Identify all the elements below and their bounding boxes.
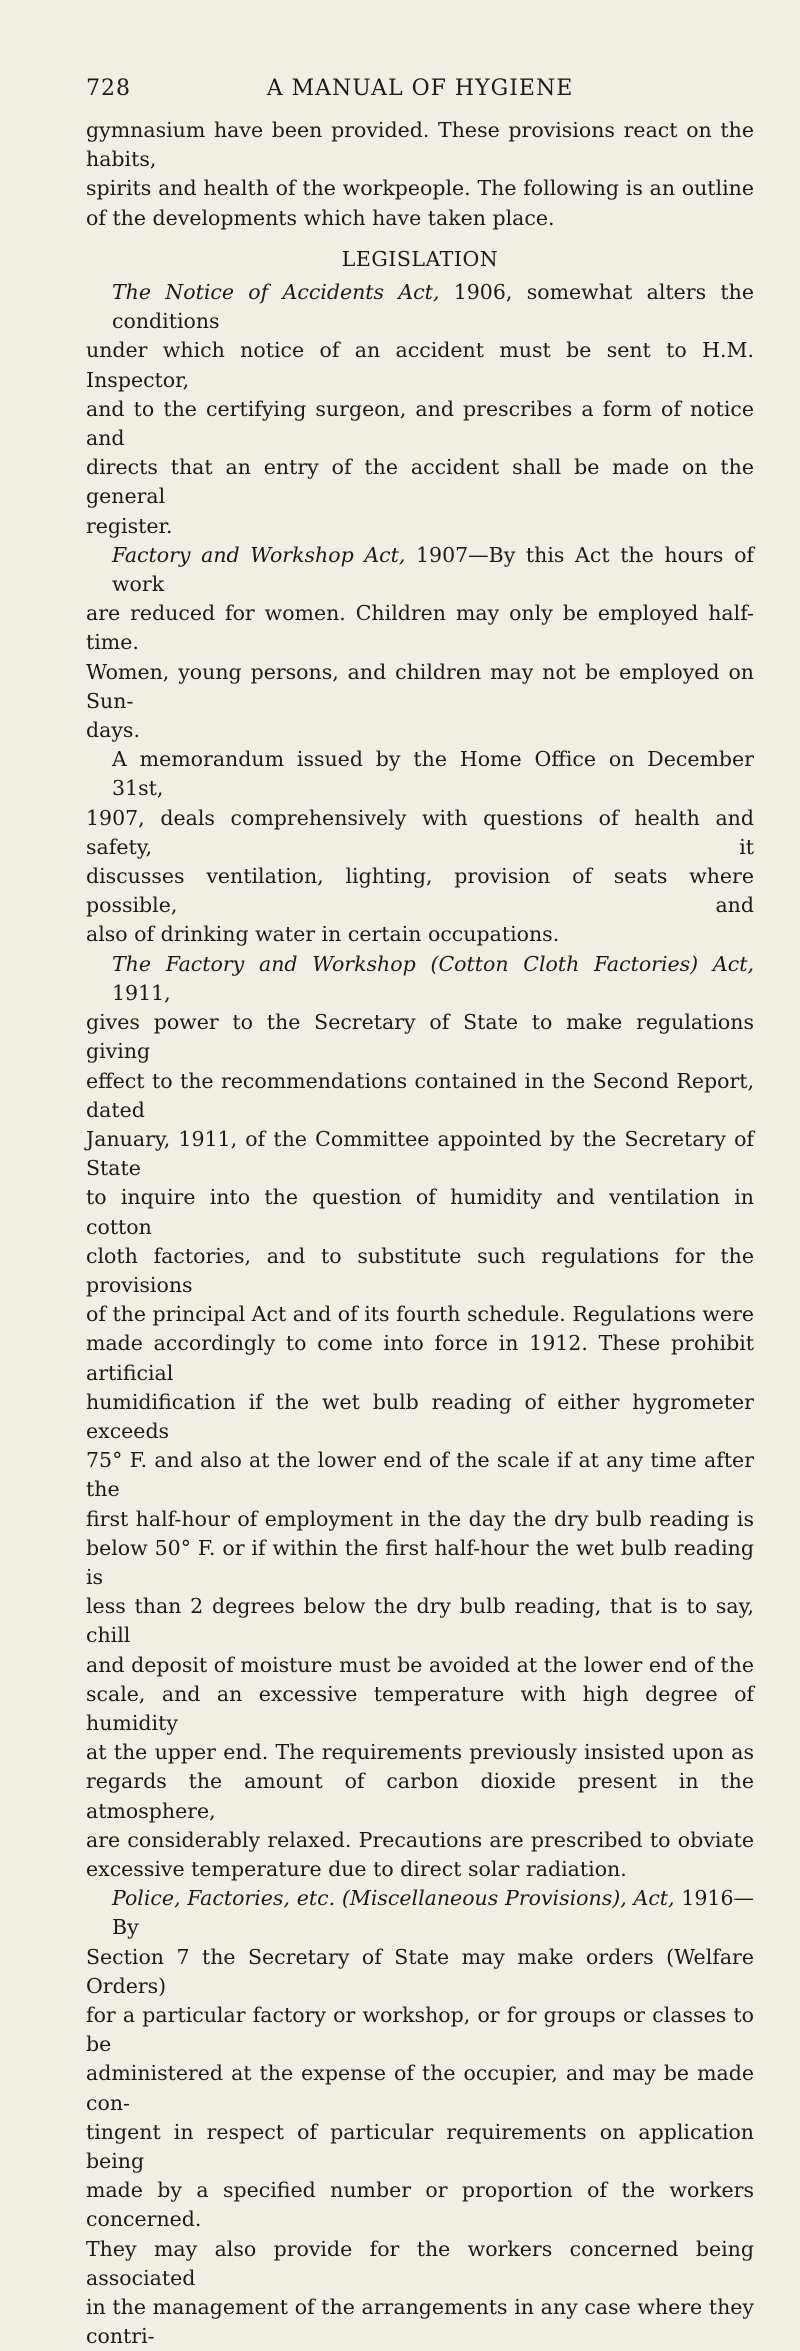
text-line: A memorandum issued by the Home Office on December 31st,	[112, 747, 754, 801]
running-title: A MANUAL OF HYGIENE	[266, 76, 574, 101]
text-line: The Factory and Workshop (Cotton Cloth Factories) Act, 1911,	[112, 951, 754, 1005]
page-number: 728	[86, 76, 131, 101]
text-line: less than 2 degrees below the dry bulb reading, that is to say, chill	[86, 1594, 754, 1648]
text-line: effect to the recommendations contained in the Second Report, dated	[86, 1068, 754, 1122]
text-line: at the upper end. The requirements previously insisted upon as	[86, 1740, 754, 1765]
paragraph-cotton-cloth-act	[86, 950, 754, 1885]
text-line: excessive temperature due to direct solar radiation.	[86, 1856, 627, 1881]
paragraph-factory-workshop-1907	[86, 541, 754, 745]
text-line: to inquire into the question of humidity and ventilation in cotton	[86, 1185, 754, 1239]
text-line: first half-hour of employment in the day the dry bulb reading is	[86, 1506, 754, 1531]
text-line: discusses ventilation, lighting, provision of seats where possible, and	[86, 864, 754, 918]
section-heading: LEGISLATION	[341, 246, 499, 271]
text-line: cloth factories, and to substitute such regulations for the provisions	[86, 1243, 754, 1297]
text-line: January, 1911, of the Committee appointed by the Secretary of State	[86, 1126, 754, 1181]
text-line: are reduced for women. Children may only be employed half-time.	[86, 601, 754, 655]
text-line: Section 7 the Secretary of State may make orders (Welfare Orders)	[86, 1944, 754, 1998]
text-line: Police, Factories, etc. (Miscellaneous Provisions), Act, 1916—By	[112, 1886, 754, 1940]
text-line: The Notice of Accidents Act, 1906, somewhat alters the conditions	[112, 280, 754, 334]
act-title: The Notice of Accidents Act,	[112, 280, 440, 305]
text-line: register.	[86, 513, 173, 538]
text-line: and deposit of moisture must be avoided at the lower end of the	[86, 1652, 754, 1677]
paragraph-police-factories-act	[86, 1884, 754, 2351]
text-line: regards the amount of carbon dioxide present in the atmosphere,	[86, 1769, 754, 1823]
text-line: administered at the expense of the occupier, and may be made con-	[86, 2061, 754, 2115]
text-line: Women, young persons, and children may not be employed on Sun-	[86, 659, 754, 713]
text-line: 75° F. and also at the lower end of the scale if at any time after the	[86, 1448, 754, 1502]
text-line: also of drinking water in certain occupations.	[86, 922, 560, 947]
text-line: Factory and Workshop Act, 1907—By this Act the hours of work	[112, 542, 754, 597]
text-line: are considerably relaxed. Precautions are prescribed to obviate	[86, 1827, 754, 1852]
text-line: days.	[86, 718, 140, 743]
text-line: in the management of the arrangements in any case where they contri-	[86, 2295, 754, 2349]
text-line: under which notice of an accident must be sent to H.M. Inspector,	[86, 338, 754, 392]
text-line: gymnasium have been provided. These provisions react on the habits,	[86, 118, 754, 172]
text-line: scale, and an excessive temperature with high degree of humidity	[86, 1681, 754, 1735]
paragraph-memorandum	[86, 745, 754, 949]
paragraph-notice-of-accidents	[86, 278, 754, 541]
text-line: made by a specified number or proportion of the workers concerned.	[86, 2178, 754, 2232]
act-title-end: Act,	[712, 951, 754, 976]
text-line: spirits and health of the workpeople. The following is an outline	[86, 176, 754, 201]
text-line: gives power to the Secretary of State to make regulations giving	[86, 1010, 754, 1064]
text-line: humidification if the wet bulb reading of either hygrometer exceeds	[86, 1389, 754, 1443]
act-title: Factory and Workshop Act,	[112, 542, 406, 567]
text-line: 1907, deals comprehensively with questions of health and safety, it	[86, 805, 754, 859]
text-line: tingent in respect of particular requirements on application being	[86, 2119, 754, 2174]
act-title: The Factory and Workshop	[112, 951, 416, 976]
text-line: below 50° F. or if within the first half-hour the wet bulb reading is	[86, 1535, 754, 1589]
text-line: of the developments which have taken place.	[86, 205, 555, 230]
act-title: Police, Factories, etc. (Miscellaneous Provisions), Act,	[112, 1886, 675, 1911]
intro-paragraph	[86, 116, 754, 233]
page-header	[86, 76, 754, 108]
text-line: of the principal Act and of its fourth schedule. Regulations were	[86, 1302, 754, 1327]
act-subtitle: (Cotton Cloth Factories)	[430, 951, 699, 976]
text-line: and to the certifying surgeon, and prescribes a form of notice and	[86, 396, 754, 451]
text-line: directs that an entry of the accident shall be made on the general	[86, 455, 754, 509]
text-line: They may also provide for the workers concerned being associated	[86, 2236, 754, 2290]
text-line: for a particular factory or workshop, or for groups or classes to be	[86, 2003, 754, 2057]
body-text	[86, 116, 754, 2351]
text-line: made accordingly to come into force in 1912. These prohibit artificial	[86, 1331, 754, 1385]
